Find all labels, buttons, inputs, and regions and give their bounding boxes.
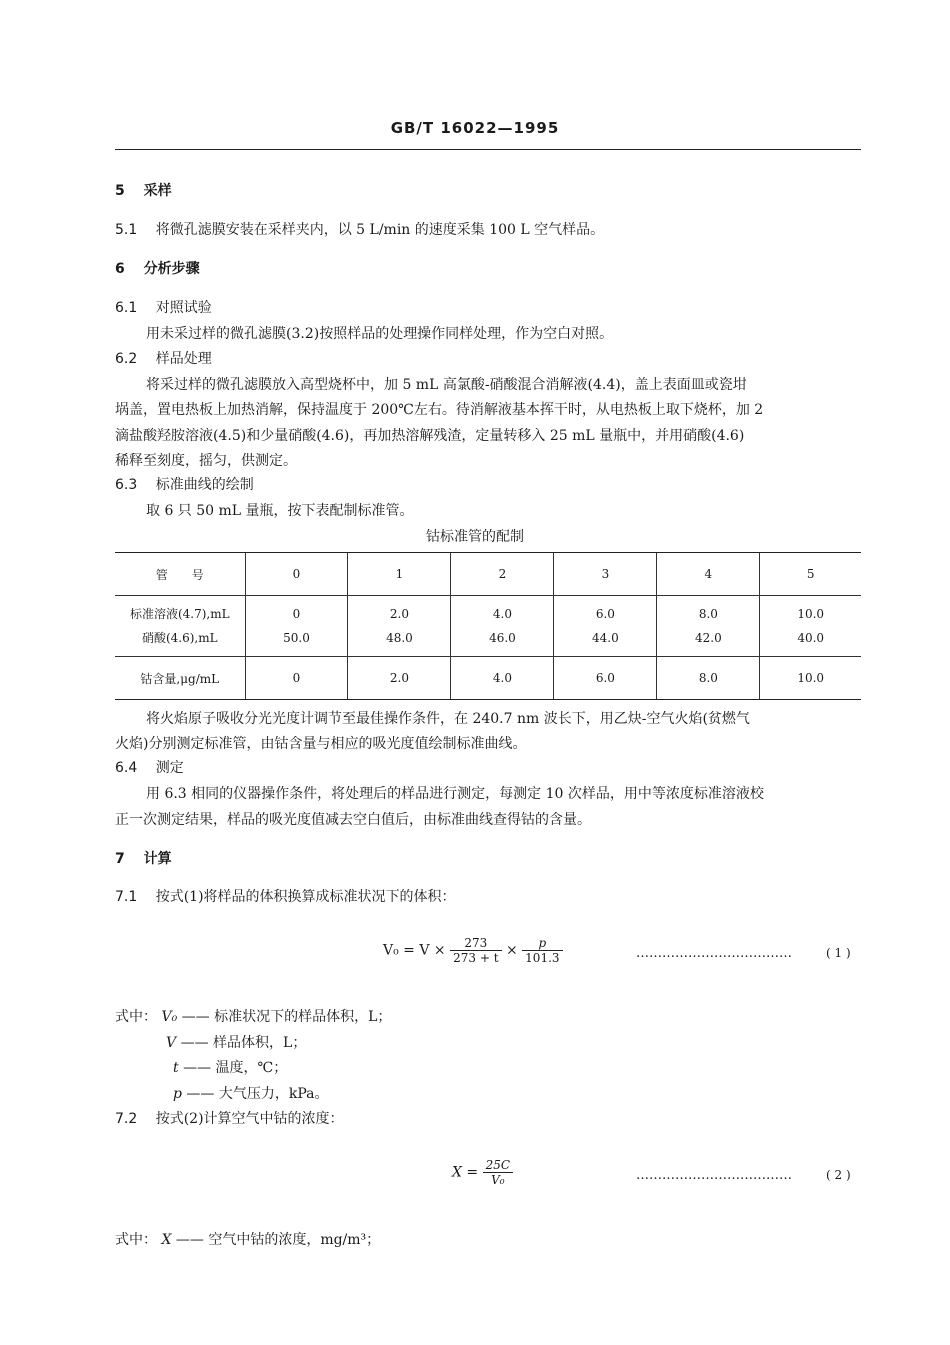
tube-2: 2 — [451, 553, 554, 596]
table-header-row — [115, 553, 861, 596]
section-7-title: 计算 — [143, 851, 172, 867]
equation-1 — [383, 936, 563, 965]
clause-6-4-title: 测定 — [155, 760, 184, 776]
eq2-numerator: 25C — [483, 1158, 513, 1173]
clause-6-2-line-2: 埚盖，置电热板上加热消解，保持温度于 200℃左右。待消解液基本挥干时，从电热板上取下烧杯，加 2 — [115, 402, 764, 418]
eq1-times: × — [505, 942, 518, 959]
def-t-symbol: t — [173, 1060, 179, 1076]
clause-6-3-number: 6.3 — [115, 477, 138, 493]
acid-0: 50.0 — [283, 631, 310, 645]
clause-7-2-number: 7.2 — [115, 1111, 138, 1127]
eq1-lhs: V₀ = V × — [383, 942, 446, 959]
eq1-frac1-denominator: 273 + t — [453, 951, 499, 965]
clause-6-3-heading — [115, 474, 254, 494]
section-6-title: 分析步骤 — [143, 261, 200, 277]
eq1-frac1-numerator: 273 — [450, 936, 501, 951]
std-1: 2.0 — [389, 607, 409, 621]
acid-2: 46.0 — [489, 631, 516, 645]
co-1: 2.0 — [348, 657, 451, 700]
table-row-solutions — [115, 596, 861, 657]
clause-5-1-text: 将微孔滤膜安装在采样夹内，以 5 L/min 的速度采集 100 L 空气样品。 — [155, 222, 605, 238]
clause-7-1-text: 按式(1)将样品的体积换算成标准状况下的体积： — [155, 889, 456, 905]
clause-6-3-after-line-1: 将火焰原子吸收分光光度计调节至最佳操作条件，在 240.7 nm 波长下，用乙炔-空气火焰(贫燃气 — [146, 711, 750, 727]
clause-6-1-title: 对照试验 — [155, 300, 212, 316]
table-head-label: 管 号 — [115, 553, 245, 596]
tube-3: 3 — [554, 553, 657, 596]
table-cell — [657, 596, 760, 657]
def-v0-symbol: V₀ — [161, 1009, 178, 1025]
acid-1: 48.0 — [386, 631, 413, 645]
eq1-where — [115, 1006, 391, 1026]
table-cell — [348, 596, 451, 657]
clause-5-1 — [115, 219, 604, 239]
eq2-fraction — [483, 1158, 513, 1187]
std-2: 4.0 — [492, 607, 512, 621]
std-5: 10.0 — [797, 607, 825, 621]
def-v0-desc: —— 标准状况下的样品体积，L； — [181, 1009, 392, 1025]
clause-6-1-text: 用未采过样的微孔滤膜(3.2)按照样品的处理操作同样处理，作为空白对照。 — [146, 326, 614, 342]
clause-7-2-text: 按式(2)计算空气中钴的浓度： — [155, 1111, 344, 1127]
clause-7-2 — [115, 1108, 344, 1128]
tube-5: 5 — [760, 553, 861, 596]
clause-6-4-line-2: 正一次测定结果，样品的吸光度值减去空白值后，由标准曲线查得钴的含量。 — [115, 812, 591, 828]
tube-4: 4 — [657, 553, 760, 596]
def-x-symbol: X — [161, 1232, 172, 1248]
def-t-desc: —— 温度，℃； — [183, 1060, 288, 1076]
clause-6-3-after-line-2: 火焰)分别测定标准管，由钴含量与相应的吸光度值绘制标准曲线。 — [115, 736, 527, 752]
section-6-number: 6 — [115, 261, 125, 277]
def-p — [173, 1083, 329, 1103]
eq2-leader-dots: ……………………………… — [636, 1168, 792, 1183]
table-cell — [554, 596, 657, 657]
eq2-denominator: V₀ — [491, 1173, 505, 1187]
table-title: 钴标准管的配制 — [426, 529, 524, 545]
table-cell — [245, 596, 348, 657]
clause-6-3-text: 取 6 只 50 mL 量瓶，按下表配制标准管。 — [146, 503, 414, 519]
section-5-number: 5 — [115, 183, 125, 199]
section-5-heading — [115, 180, 172, 200]
row-nitric-acid-label: 硝酸(4.6),mL — [141, 631, 218, 645]
def-p-symbol: p — [173, 1086, 182, 1102]
section-7-number: 7 — [115, 851, 125, 867]
co-3: 6.0 — [554, 657, 657, 700]
header-rule — [115, 149, 861, 150]
equation-2 — [452, 1158, 513, 1187]
clause-6-4-line-1: 用 6.3 相同的仪器操作条件，将处理后的样品进行测定，每测定 10 次样品，用中等浓度标准溶液校 — [146, 786, 764, 802]
standard-number: GB/T 16022—1995 — [390, 119, 560, 137]
std-4: 8.0 — [698, 607, 718, 621]
clause-6-3-title: 标准曲线的绘制 — [155, 477, 254, 493]
def-v-symbol: V — [166, 1035, 177, 1051]
section-5-title: 采样 — [143, 183, 172, 199]
table-row-labels — [115, 596, 245, 657]
acid-5: 40.0 — [797, 631, 825, 645]
eq1-where-label: 式中： — [115, 1009, 157, 1025]
std-3: 6.0 — [595, 607, 615, 621]
acid-4: 42.0 — [695, 631, 722, 645]
std-0: 0 — [292, 607, 301, 621]
def-p-desc: —— 大气压力，kPa。 — [186, 1086, 329, 1102]
clause-6-2-line-1: 将采过样的微孔滤膜放入高型烧杯中，加 5 mL 高氯酸-硝酸混合消解液(4.4)，盖上表面皿或瓷坩 — [146, 377, 747, 393]
clause-6-2-title: 样品处理 — [155, 351, 212, 367]
clause-6-2-heading — [115, 348, 212, 368]
eq2-label: ( 2 ) — [826, 1168, 851, 1182]
clause-7-1-number: 7.1 — [115, 889, 138, 905]
eq2-where-label: 式中： — [115, 1232, 157, 1248]
cobalt-standard-table — [115, 552, 861, 700]
co-4: 8.0 — [657, 657, 760, 700]
clause-6-1-number: 6.1 — [115, 300, 138, 316]
def-v — [166, 1032, 306, 1052]
eq1-frac2-numerator: p — [522, 936, 562, 951]
def-t — [173, 1057, 287, 1077]
co-2: 4.0 — [451, 657, 554, 700]
table-cell — [760, 596, 861, 657]
eq1-leader-dots: ……………………………… — [636, 946, 792, 961]
clause-6-2-line-3: 滴盐酸羟胺溶液(4.5)和少量硝酸(4.6)，再加热溶解残渣，定量转移入 25 mL 量瓶中，并用硝酸(4.6) — [115, 428, 745, 444]
eq1-fraction-1 — [450, 936, 501, 965]
section-6-heading — [115, 258, 200, 278]
acid-3: 44.0 — [592, 631, 619, 645]
eq1-fraction-2 — [522, 936, 562, 965]
section-7-heading — [115, 848, 172, 868]
clause-6-2-number: 6.2 — [115, 351, 138, 367]
eq1-label: ( 1 ) — [826, 946, 851, 960]
def-v-desc: —— 样品体积，L； — [180, 1035, 307, 1051]
def-x-desc: —— 空气中钴的浓度，mg/m³； — [175, 1232, 381, 1248]
eq1-frac2-denominator: 101.3 — [525, 951, 560, 965]
eq2-where — [115, 1229, 380, 1249]
clause-5-1-number: 5.1 — [115, 222, 138, 238]
clause-6-4-heading — [115, 757, 184, 777]
table-cell — [451, 596, 554, 657]
tube-1: 1 — [348, 553, 451, 596]
clause-6-1-heading — [115, 297, 212, 317]
eq2-lhs: X = — [452, 1164, 479, 1181]
tube-0: 0 — [245, 553, 348, 596]
clause-6-4-number: 6.4 — [115, 760, 138, 776]
row-standard-solution-label: 标准溶液(4.7),mL — [129, 607, 230, 621]
co-0: 0 — [245, 657, 348, 700]
co-5: 10.0 — [760, 657, 861, 700]
clause-7-1 — [115, 886, 456, 906]
clause-6-2-line-4: 稀释至刻度，摇匀，供测定。 — [115, 453, 297, 469]
row-cobalt-content-label: 钴含量,μg/mL — [115, 657, 245, 700]
table-row-cobalt-content — [115, 657, 861, 700]
